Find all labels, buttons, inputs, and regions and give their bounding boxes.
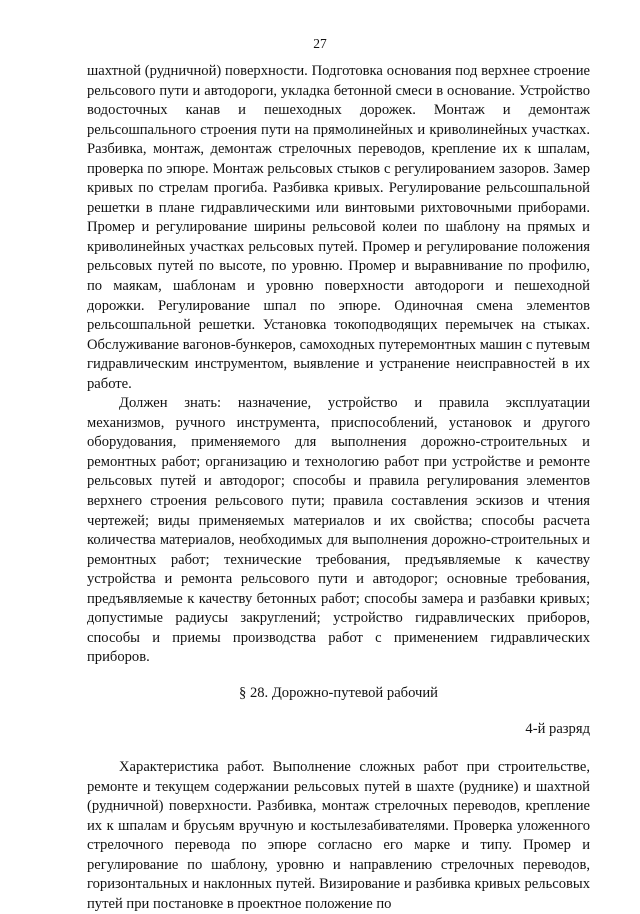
paragraph-must-know: Должен знать: назначение, устройство и правила эксплуатации механизмов, ручного инструмента, приспособлений, установок и другого оборудования, применяемого для выполнения дорожно-строительных и ремонтных работ; организацию и технологию работ при устройстве и ремонте рельсовых путей и автодорог; способы и правила регулирования элементов верхнего строения рельсового пути; правила составления эскизов и чтения чертежей; виды применяемых материалов и их свойства; способы расчета количества материалов, необходимых для выполнения дорожно-строительных и ремонтных работ; технические требования, предъявляемые к качеству устройства и ремонта рельсового пути и автодорог; основные требования, предъявляемые к качеству бетонных работ; способы замера и разбавки кривых; допустимые радиусы закруглений; устройство гидравлических приборов, способы и приемы производства работ с применением гидравлических приборов. — [87, 395, 590, 666]
paragraph-work-description-continued: шахтной (рудничной) поверхности. Подготовка основания под верхнее строение рельсового пути и автодороги, укладка бетонной смеси в основание. Устройство водосточных канав и пешеходных дорожек. Монтаж и демонтаж рельсошпального строения пути на прямолинейных и криволинейных участках. Разбивка, монтаж, демонтаж стрелочных переводов, крепление их к шпалам, проверка по эпюре. Монтаж рельсовых стыков с регулированием зазоров. Замер кривых по стрелам прогиба. Разбивка кривых. Регулирование рельсошпальной решетки в плане гидравлическими или винтовыми рихтовочными приборами. Промер и регулирование ширины рельсовой колеи по шаблону на прямых и криволинейных участках рельсовых путей. Промер и регулирование положения рельсовых путей по высоте, по уровню. Промер и выравнивание по профилю, по маякам, шаблонам и уровню поверхности автодороги и пешеходной дорожки. Регулирование шпал по эпюре. Одиночная смена элементов рельсошпальной решетки. Установка токоподводящих перемычек на стыках. Обслуживание вагонов-бункеров, самоходных путеремонтных машин с путевым гидравлическим инструментом, выявление и устранение неисправностей в их работе. — [87, 63, 590, 392]
page-number: 27 — [313, 36, 327, 51]
document-body — [87, 62, 590, 914]
grade-label: 4-й разряд — [525, 720, 590, 737]
section-heading: § 28. Дорожно-путевой рабочий — [239, 684, 438, 701]
paragraph-work-characteristics: Характеристика работ. Выполнение сложных работ при строительстве, ремонте и текущем содержании рельсовых путей в шахте (руднике) и шахтной (рудничной) поверхности. Разбивка, монтаж стрелочных переводов, крепление их к шпалам и брусьям вручную и костылезабивателями. Проверка уложенного стрелочного перевода по эпюре согласно его марке и типу. Промер и регулирование по шаблону, уровню и направлению стрелочных переводов, горизонтальных и наклонных путей. Визирование и разбивка кривых рельсовых путей при постановке в проектное положение по — [87, 759, 590, 912]
